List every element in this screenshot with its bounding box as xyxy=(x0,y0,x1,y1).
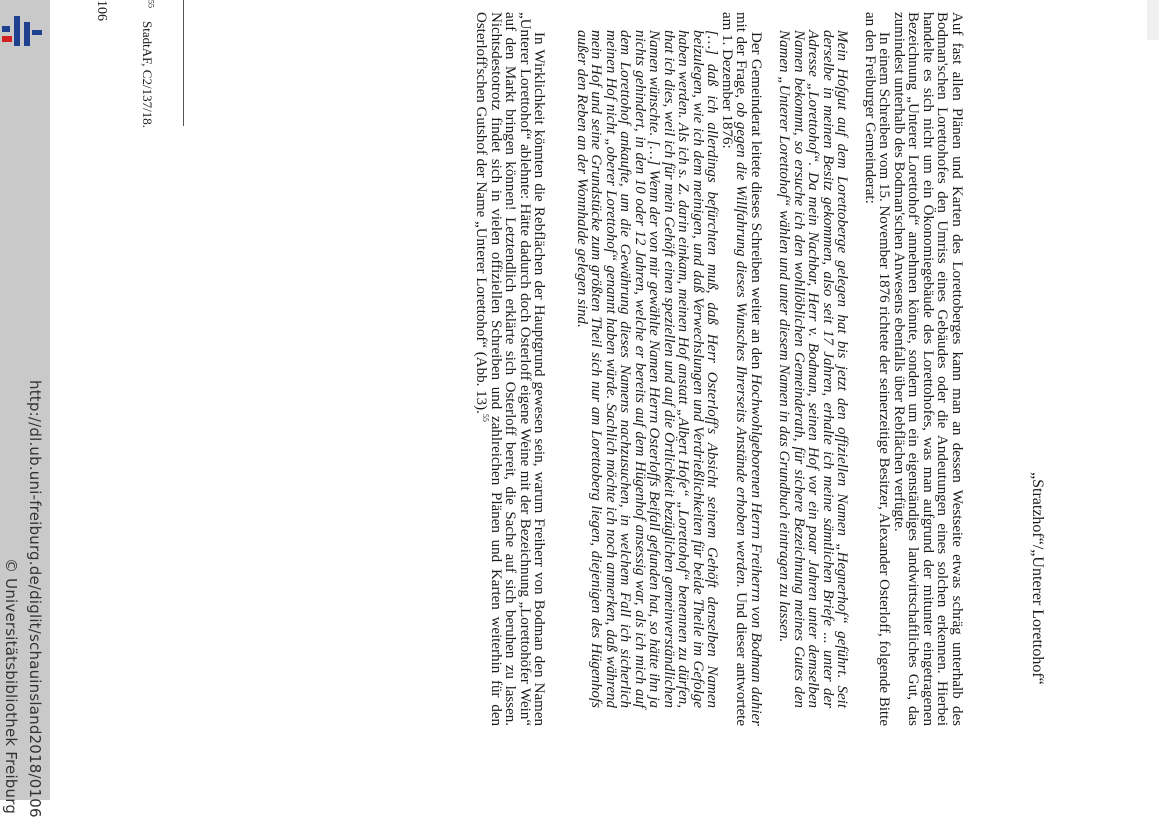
footnote-text: StadtAF, C2/137/18. xyxy=(140,21,155,128)
paragraph-text: Der Gemeinderat leitete dieses Schreiben weiter an den xyxy=(748,32,764,374)
paragraph: In einem Schreiben vom 15. November 1876 richtete der seinerzeitige Besitzer, Alexander Osterloff, folgende Bitte an den Freiburger Gemeinderat: xyxy=(862,12,893,726)
url-watermark xyxy=(0,0,50,818)
page-body xyxy=(474,12,964,726)
emphasis: ob gegen die Willfahrung dieses Wunsches Ihrerseits Anstände erhoben werden. xyxy=(733,102,750,588)
scanned-page xyxy=(80,0,1060,800)
paragraph-text: mit der Frage, xyxy=(733,12,750,103)
emphasis: Hochwohlgeborenen Herrn Freiherrn von Bodman dahier xyxy=(748,373,764,726)
paragraph xyxy=(474,12,547,726)
block-quote: Mein Hofgut auf dem Lorettoberge gelegen hat bis jetzt den offiziellen Namen „Hegnerhof“ geführt. Seit derselbe in meinen Besitz gekommen, also seit 17 Jahren, erhalte ich meine sämtlichen Briefe ... unter der Adresse „Lorettohof“. Da mein Nachbar, Herr v. Bodman, seinen Hof vor ein paar Jahren unter demselben Namen bekommt, so ersuche ich den wohllöblichen Gemeinderath, für sichere Bezeichnung meines Gutes den Namen „Unterer Lorettohof“ wählen und unter diesem Namen in das Grundbuch eintragen zu lassen. xyxy=(776,30,851,708)
paragraph-text: In Wirklichkeit könnten die Rebflächen der Hauptgrund gewesen sein, warum Freiherr von Bodman den Namen „Unterer Lorettohof“ ablehnte: Hätte dadurch doch Osterloff eigene Weine mit der Bezeichnung „Lorettohöfer Wein“ auf den Markt bringen können! Letztendlich erklärte sich Osterloff bereit, die Sache auf sich beruhen zu lassen. Nichtsdestotrotz findet sich in vielen offiziellen Schreiben und zahlreichen Plänen und Karten weiterhin für den Osterloff'schen Gutshof der Name „Unterer Lorettohof“ (Abb. 13). xyxy=(473,12,548,726)
paragraph-text: Und dieser antwortete am 1. Dezember 1876: xyxy=(719,12,750,727)
footnote-number: 55 xyxy=(146,0,156,8)
footnote xyxy=(140,0,155,128)
block-quote: […] daß ich allerdings befürchten muß, daß Herr Osterloff's Absicht seinem Gehöft denselben Namen beizulegen, wie ich dem meinigen, und daß Verwechslungen und Verdrießlichkeiten für beide Theile im Gefolge haben werden. Als ich s. Z. darin einkam, meinen Hof anstatt „Albert Hofe“ „Lorettohof“ benennen zu dürfen, that ich dies, weil ich für mein Gehöft einen speziellen und auf die Örtlichkeit bezüglichen gemeinverständlichen Namen wünschte. […] Wenn der von mir gewählte Namen Herrn Osterloffs Beifall gefunden hat, so hätte ihn ja nichts gehindert, in den 10 oder 12 Jahren, welche er bereits auf dem Hügenhof ansessig war, als ich mich auf dem Lorettohof ankaufte, um die Gewährung dieses Namens nachzusuchen, in welchem Fall ich sicherlich meinen Hof nicht „oberer Lorettohof“ genannt haben würde. Sachlich möchte ich noch anmerken, daß während mein Hof und seine Grundstücke zum größten Theil sich nur am Lorettoberg liegen, diejenigen des Hügenhofs außer den Reben an der Wonnhalde gelegen sind. xyxy=(574,30,721,708)
viewer-sidebar xyxy=(0,0,50,818)
paragraph xyxy=(720,12,764,726)
page-number: 106 xyxy=(94,0,109,21)
document-url[interactable]: http://dl.ub.uni-freiburg.de/diglit/schauinsland2018/0106 xyxy=(26,380,44,818)
copyright-notice: © Universitätsbibliothek Freiburg xyxy=(2,558,20,815)
footnote-rule xyxy=(183,0,184,126)
footnote-reference: 55 xyxy=(481,413,491,422)
paragraph: Auf fast allen Plänen und Karten des Lorettoberges kann man an dessen Westseite etwas schräg unterhalb des Bodman'schen Lorettohofes den Umriss eines Gebäudes oder die Andeutungen eines solchen erkennen. Hierbei handelte es sich nicht um ein Ökonomiegebäude des Lorettohofes, was man aufgrund der mitunter eingetragenen Bezeichnung „Unterer Lorettohof“ annehmen könnte, sondern um ein eigenständiges landwirtschaftliches Gut, das zumindest unterhalb des Bodman'schen Anwesens ebenfalls über Rebflächen verfügte. xyxy=(891,12,965,726)
edge-strip xyxy=(1147,0,1159,40)
section-heading: „Stratzhof“/„Unterer Lorettohof“ xyxy=(1029,472,1046,685)
